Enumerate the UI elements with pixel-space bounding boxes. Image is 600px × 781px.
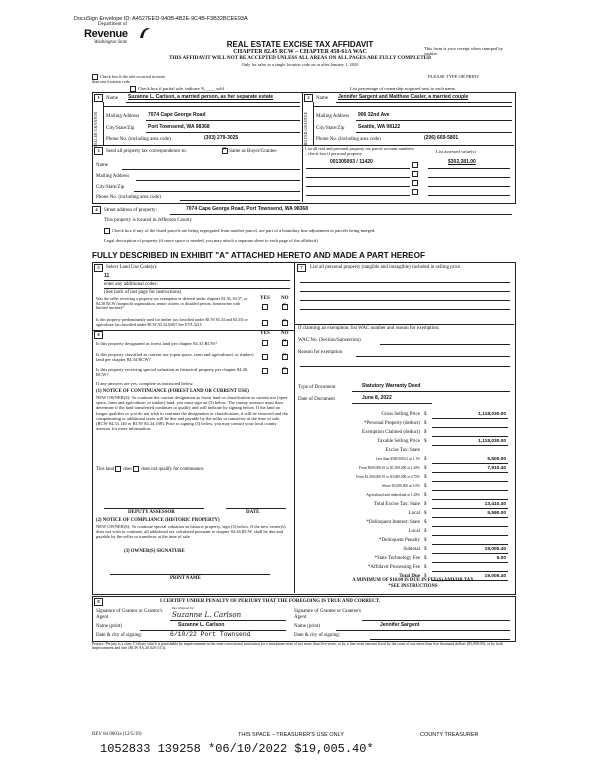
taxable-amount[interactable]: 1,118,030.00 [478,438,506,444]
t2-label: From $500,000.01 to $1,500,000 at 1.28% [358,466,420,470]
subtotal-amount[interactable]: 19,000.40 [484,546,506,552]
parcel-number[interactable]: 001305003 / 11420 [330,159,373,165]
q5a-yes[interactable] [262,304,270,311]
due-label: Total Due [399,574,420,579]
local-amount[interactable]: 5,590.00 [487,510,506,516]
grantor-date-city[interactable]: 6/10/22 Port Townsend [170,631,251,638]
form-title: REAL ESTATE EXCISE TAX AFFIDAVIT [226,40,374,49]
q5b-no[interactable] [282,320,288,327]
exhibit-statement: FULLY DESCRIBED IN EXHIBIT "A" ATTACHED HERETO AND MADE A PART HEREOF [92,251,425,260]
tech-amount[interactable]: 5.00 [496,555,506,561]
t4-dollar: $ [424,484,427,489]
seller-city[interactable]: Port Townsend, WA 98368 [148,124,210,130]
del_int_local-dollar: $ [424,529,427,534]
q6a-yes[interactable] [262,340,270,347]
excise_state-label: Excise Tax: State [385,448,420,453]
q5b-yes[interactable] [262,320,270,327]
subtotal-label: Subtotal [403,547,420,552]
parties-box [92,92,516,204]
grantee-print-name[interactable]: Jennifer Sargent [380,622,420,628]
t1-dollar: $ [424,457,427,462]
exempt-dollar: $ [424,430,427,435]
del_int_local-label: Local [408,529,420,534]
q6b-yes[interactable] [262,354,270,361]
local-dollar: $ [424,511,427,516]
department-logo: Department of Revenue Washington State [84,22,154,46]
personal-property-check-2[interactable] [412,171,420,178]
docusign-envelope-id: DocuSign Envelope ID: A4527EED-940B-4B2E-9C4B-F3B32BCEE93A [74,16,248,22]
personal-dollar: $ [424,421,427,426]
t5-label: Agricultural and timberland at 1.28% [366,493,420,497]
buyer-mailing-address[interactable]: 906 32nd Ave [358,112,390,118]
due-dollar: $ [424,574,427,579]
property-street-address[interactable]: 7074 Cape George Road, Port Townsend, WA 98368 [186,206,308,212]
grantor-print-name[interactable]: Suzanne L. Carlson [178,622,225,628]
logo-swoosh-icon [138,26,152,40]
document-type[interactable]: Statutory Warranty Deed [362,383,421,389]
gross-dollar: $ [424,412,427,417]
personal-property-check-1[interactable] [412,162,420,169]
form-title-block: REAL ESTATE EXCISE TAX AFFIDAVIT CHAPTER 82.45 RCW – CHAPTER 458-61A WAC THIS AFFIDAVIT WILL NOT BE ACCEPTED UNLESS ALL AREAS ON ALL PAGES ARE FULLY COMPLETED Only for sales in a single location code on or after January 1, 2020 [160,40,440,67]
grantor-signature[interactable]: Suzanne L. Carlson [172,611,242,619]
q6a-no[interactable] [282,340,288,347]
total-amount[interactable]: 13,410.40 [484,501,506,507]
del_int_state-label: *Delinquent Interest: State [366,520,420,525]
tech-label: *State Technology Fee [374,556,420,561]
exempt-label: Exemption Claimed (deduct) [361,430,420,435]
due-amount[interactable]: 19,005.40 [484,573,506,579]
affidavit-label: *Affidavit Processing Fee [367,565,420,570]
affidavit-dollar: $ [424,565,427,570]
assessed-value[interactable]: $302,381.00 [448,159,476,165]
total-dollar: $ [424,502,427,507]
q6c-no[interactable] [282,368,288,375]
taxable-label: Taxable Selling Price [377,439,420,444]
buyer-phone[interactable]: (206) 669-5801 [424,135,459,141]
segregated-check[interactable]: Check box if any of the listed parcels are being segregated from another parcel, are part of a boundary line adjustment or parcels being merged. [104,228,375,234]
buyer-name[interactable]: Jennifer Sargent and Matthew Casler, a married couple [338,94,469,100]
does-not-qualify-check[interactable] [133,466,139,472]
del_pen-label: *Delinquent Penalty [379,538,420,543]
q5a-no[interactable] [282,304,288,311]
del_int_state-dollar: $ [424,520,427,525]
total-label: Total Excise Tax: State [373,502,420,507]
treasurer-stamp: 1052833 139258 *06/10/2022 $19,005.40* [100,742,374,756]
does-qualify-check[interactable] [115,466,121,472]
gross-amount[interactable]: 1,118,030.00 [478,411,506,417]
seller-name[interactable]: Suzanne L. Carlson, a married person, as her separate estate [128,94,274,100]
buyer-city[interactable]: Seattle, WA 98122 [358,124,401,130]
gross-label: Gross Selling Price [381,412,420,417]
t4-label: Above $3,000,000 at 3.0% [381,484,420,488]
q6b-no[interactable] [282,354,288,361]
continuance-row: This land does does not qualify for continuance. [96,467,205,473]
t2-dollar: $ [424,466,427,471]
same-as-buyer-check[interactable]: ✕ Same as Buyer/Grantee [222,148,276,155]
taxable-dollar: $ [424,439,427,444]
document-date[interactable]: June 8, 2022 [362,395,392,401]
del_pen-dollar: $ [424,538,427,543]
q6c-yes[interactable] [262,368,270,375]
tech-dollar: $ [424,556,427,561]
t2-amount[interactable]: 7,910.40 [487,465,506,471]
t5-dollar: $ [424,493,427,498]
partial-sale-check[interactable]: Check box if partial sale, indicate % ____ sold [130,86,224,92]
t1-amount[interactable]: 5,500.00 [487,456,506,462]
seller-phone[interactable]: (303) 279-3025 [204,135,239,141]
t3-label: From $1,500,000.01 to $3,000,000 at 2.75% [356,475,420,479]
t1-label: Less than $500,000.01 at 1.1% [375,457,420,461]
personal-property-check-4[interactable] [412,189,420,196]
local-label: Local [408,511,420,516]
seller-mailing-address[interactable]: 7074 Cape George Road [148,112,206,118]
personal-property-check-3[interactable] [412,180,420,187]
t3-dollar: $ [424,475,427,480]
personal-label: *Personal Property (deduct) [363,421,420,426]
land-use-code[interactable]: 11 [104,273,110,279]
subtotal-dollar: $ [424,547,427,552]
multiple-location-check[interactable]: Check box if the sale occurred in more than one location code [92,73,165,84]
